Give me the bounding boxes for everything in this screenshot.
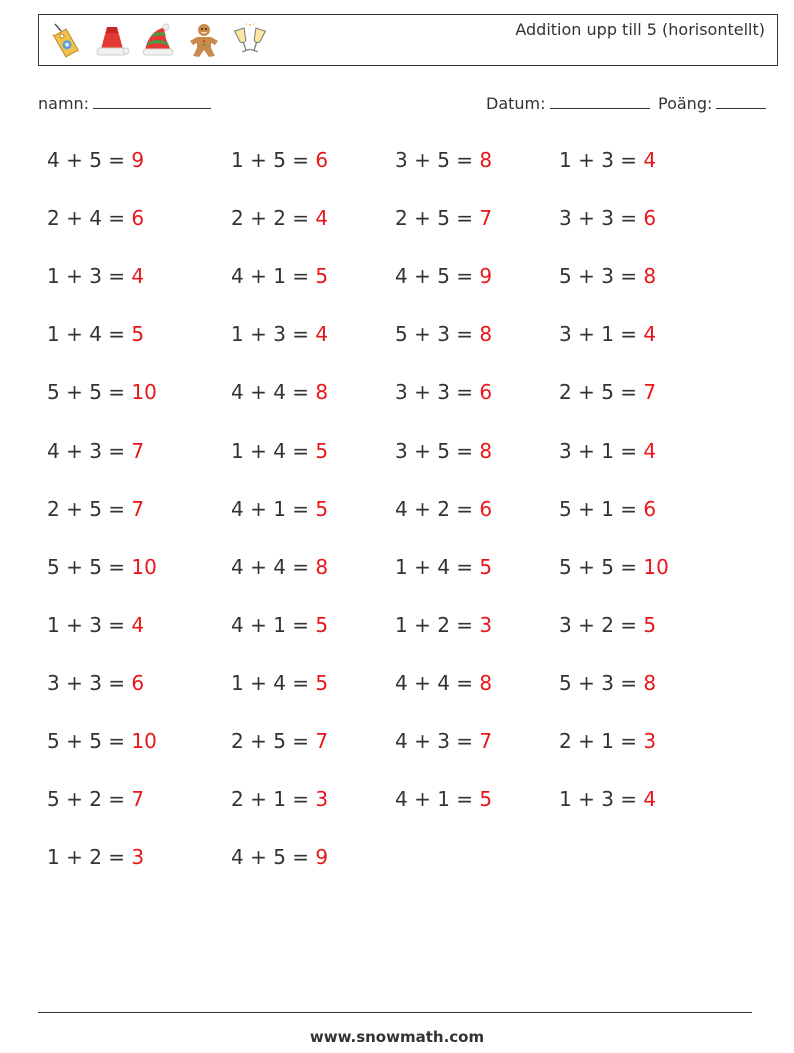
problem-question: 2 + 5 = — [47, 496, 126, 521]
problem-question: 5 + 5 = — [47, 380, 126, 405]
problem-item — [231, 206, 328, 230]
problem-answer: 10 — [643, 554, 669, 579]
problem-item — [231, 845, 328, 869]
problem-answer: 8 — [643, 670, 657, 695]
problem-answer: 5 — [315, 438, 329, 463]
problem-question: 4 + 5 = — [231, 845, 310, 870]
problem-item — [395, 613, 492, 637]
problem-answer: 8 — [479, 438, 493, 463]
problem-question: 5 + 3 = — [395, 322, 474, 347]
problem-item — [47, 148, 144, 172]
problem-question: 1 + 3 = — [559, 787, 638, 812]
problem-answer: 7 — [479, 729, 493, 753]
problem-question: 3 + 3 = — [395, 380, 474, 405]
problem-question: 4 + 2 = — [395, 496, 474, 521]
problem-answer: 6 — [479, 380, 493, 405]
problem-item — [559, 613, 656, 637]
problem-item — [559, 671, 656, 695]
problem-item — [47, 729, 157, 753]
problem-question: 4 + 1 = — [231, 612, 310, 637]
problem-answer: 5 — [479, 787, 493, 812]
problem-question: 2 + 5 = — [231, 729, 310, 753]
problem-question: 1 + 5 = — [231, 148, 310, 172]
problem-item — [47, 322, 144, 346]
problem-answer: 6 — [479, 496, 493, 521]
problem-question: 4 + 1 = — [231, 264, 310, 289]
problem-item — [231, 787, 328, 811]
problem-answer: 5 — [315, 496, 329, 521]
problem-answer: 3 — [315, 787, 329, 812]
problem-question: 5 + 2 = — [47, 787, 126, 812]
problem-answer: 6 — [131, 206, 145, 231]
problem-question: 1 + 4 = — [395, 554, 474, 579]
problem-item — [395, 787, 492, 811]
problem-answer: 6 — [643, 206, 657, 231]
problem-answer: 9 — [131, 148, 145, 172]
problem-item — [231, 497, 328, 521]
problem-item — [395, 380, 492, 404]
problem-question: 5 + 5 = — [47, 729, 126, 753]
problem-answer: 7 — [643, 380, 657, 405]
score-label: Poäng: — [658, 94, 713, 113]
problem-answer: 4 — [315, 206, 329, 231]
problem-item — [47, 439, 144, 463]
worksheet-title: Addition upp till 5 (horisontellt) — [515, 20, 765, 39]
problem-answer: 3 — [643, 729, 657, 753]
problem-item — [231, 264, 328, 288]
problem-answer: 4 — [131, 612, 145, 637]
problem-item — [231, 671, 328, 695]
problem-item — [395, 555, 492, 579]
problem-answer: 3 — [479, 612, 493, 637]
problem-answer: 6 — [131, 670, 145, 695]
problem-item — [231, 380, 328, 404]
problem-item — [559, 206, 656, 230]
problem-question: 4 + 4 = — [395, 670, 474, 695]
problem-item — [231, 613, 328, 637]
problem-answer: 5 — [315, 612, 329, 637]
problem-answer: 7 — [131, 787, 145, 812]
problem-question: 2 + 2 = — [231, 206, 310, 231]
problem-answer: 5 — [643, 612, 657, 637]
problem-item — [395, 497, 492, 521]
problem-answer: 10 — [131, 380, 157, 405]
problem-question: 3 + 1 = — [559, 322, 638, 347]
problem-answer: 8 — [479, 322, 493, 347]
problem-answer: 4 — [131, 264, 145, 289]
problem-question: 3 + 3 = — [47, 670, 126, 695]
problem-item — [47, 497, 144, 521]
problem-item — [559, 787, 656, 811]
problem-answer: 10 — [131, 554, 157, 579]
problem-question: 4 + 5 = — [47, 148, 126, 172]
problem-question: 4 + 1 = — [231, 496, 310, 521]
problem-answer: 8 — [315, 380, 329, 405]
problem-question: 1 + 3 = — [231, 322, 310, 347]
problem-item — [47, 264, 144, 288]
problem-item — [395, 206, 492, 230]
problem-answer: 4 — [643, 787, 657, 812]
problem-answer: 4 — [315, 322, 329, 347]
problem-item — [231, 729, 328, 753]
problem-item — [47, 206, 144, 230]
problem-question: 5 + 3 = — [559, 670, 638, 695]
problem-answer: 6 — [643, 496, 657, 521]
name-label: namn: — [38, 94, 90, 113]
problem-answer: 8 — [315, 554, 329, 579]
problem-answer: 5 — [315, 264, 329, 289]
problem-item — [47, 613, 144, 637]
problem-question: 3 + 1 = — [559, 438, 638, 463]
problem-item — [47, 380, 157, 404]
problem-answer: 7 — [479, 206, 493, 231]
problem-answer: 5 — [131, 322, 145, 347]
problem-question: 4 + 1 = — [395, 787, 474, 812]
problem-answer: 5 — [479, 554, 493, 579]
problem-answer: 8 — [479, 148, 493, 172]
problem-answer: 9 — [479, 264, 493, 289]
problem-item — [395, 264, 492, 288]
problem-question: 2 + 1 = — [559, 729, 638, 753]
problem-question: 4 + 4 = — [231, 554, 310, 579]
problem-item — [559, 264, 656, 288]
problem-item — [395, 671, 492, 695]
problem-question: 3 + 5 = — [395, 438, 474, 463]
problem-answer: 10 — [131, 729, 157, 753]
problem-item — [559, 729, 656, 753]
date-label: Datum: — [486, 94, 546, 113]
problem-question: 1 + 2 = — [395, 612, 474, 637]
problem-question: 2 + 5 = — [559, 380, 638, 405]
problem-item — [559, 380, 656, 404]
problem-answer: 4 — [643, 438, 657, 463]
problem-item — [231, 322, 328, 346]
problem-item — [559, 555, 669, 579]
problem-question: 1 + 4 = — [231, 670, 310, 695]
problem-item — [231, 555, 328, 579]
problem-question: 1 + 3 = — [47, 264, 126, 289]
problem-answer: 7 — [131, 496, 145, 521]
problem-question: 5 + 3 = — [559, 264, 638, 289]
problem-item — [559, 497, 656, 521]
problem-answer: 4 — [643, 322, 657, 347]
problem-answer: 4 — [643, 148, 657, 172]
problem-question: 3 + 3 = — [559, 206, 638, 231]
problem-answer: 7 — [131, 438, 145, 463]
problem-item — [395, 148, 492, 172]
problem-question: 1 + 3 = — [47, 612, 126, 637]
problem-item — [47, 845, 144, 869]
problem-item — [395, 439, 492, 463]
problem-question: 4 + 5 = — [395, 264, 474, 289]
problem-item — [395, 729, 492, 753]
problem-question: 1 + 3 = — [559, 148, 638, 172]
problem-question: 2 + 1 = — [231, 787, 310, 812]
problem-item — [559, 439, 656, 463]
problem-question: 1 + 2 = — [47, 845, 126, 870]
problem-item — [231, 439, 328, 463]
problem-item — [47, 787, 144, 811]
problem-item — [559, 148, 656, 172]
problem-question: 3 + 2 = — [559, 612, 638, 637]
problem-question: 4 + 3 = — [47, 438, 126, 463]
footer-divider — [38, 1012, 752, 1013]
problem-answer: 7 — [315, 729, 329, 753]
problem-question: 4 + 3 = — [395, 729, 474, 753]
problem-answer: 8 — [643, 264, 657, 289]
problem-answer: 6 — [315, 148, 329, 172]
footer-website: www.snowmath.com — [309, 1028, 485, 1046]
problem-question: 4 + 4 = — [231, 380, 310, 405]
problem-question: 5 + 1 = — [559, 496, 638, 521]
problem-question: 2 + 4 = — [47, 206, 126, 231]
problem-answer: 9 — [315, 845, 329, 870]
problem-item — [559, 322, 656, 346]
problem-item — [47, 671, 144, 695]
problem-answer: 8 — [479, 670, 493, 695]
problem-question: 1 + 4 = — [47, 322, 126, 347]
problem-question: 2 + 5 = — [395, 206, 474, 231]
problem-item — [231, 148, 328, 172]
problem-question: 3 + 5 = — [395, 148, 474, 172]
problem-answer: 3 — [131, 845, 145, 870]
problem-item — [47, 555, 157, 579]
problem-question: 1 + 4 = — [231, 438, 310, 463]
problem-question: 5 + 5 = — [47, 554, 126, 579]
problem-item — [395, 322, 492, 346]
problem-answer: 5 — [315, 670, 329, 695]
problem-question: 5 + 5 = — [559, 554, 638, 579]
